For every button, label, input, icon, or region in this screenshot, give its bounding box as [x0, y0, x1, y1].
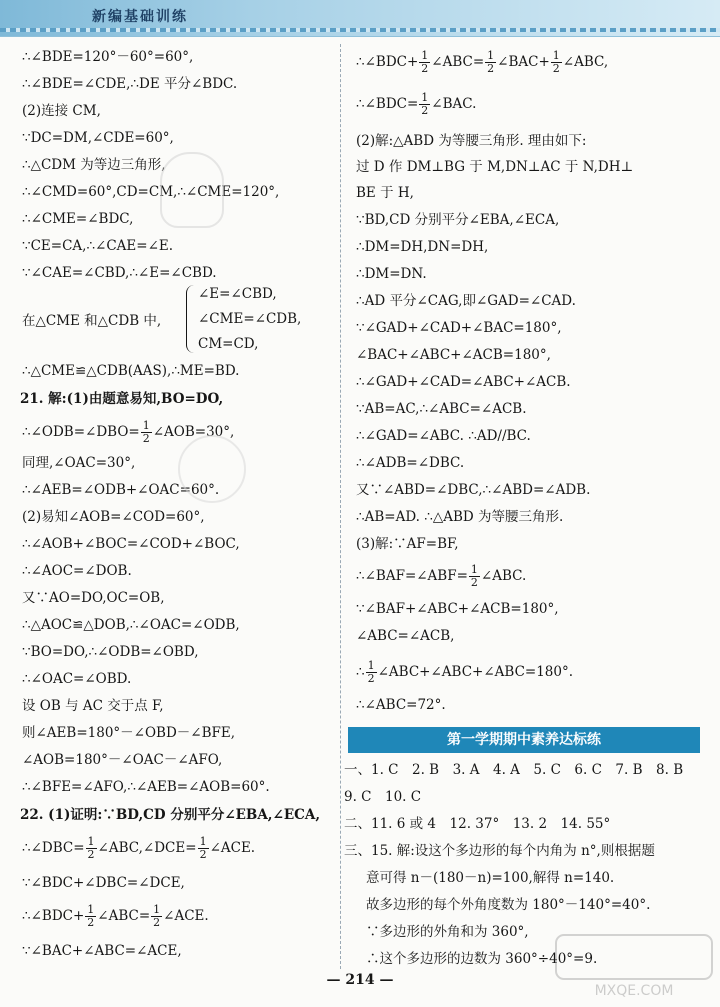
text-line: ∵∠CAE=∠CBD,∴∠E=∠CBD. [22, 265, 217, 281]
text-line: ∴△CDM 为等边三角形, [22, 157, 166, 173]
site-watermark-frame [556, 935, 712, 979]
text-line: ∴DM=DH,DN=DH, [356, 239, 489, 255]
text-line: (2)易知∠AOB=∠COD=60°, [22, 509, 205, 525]
text-line: 同理,∠OAC=30°, [22, 455, 136, 471]
fraction: $\frac{1}{2}$ [87, 903, 95, 929]
problem-22-heading: 22. (1)证明:∵BD,CD 分别平分∠EBA,∠ECA, [20, 807, 321, 823]
fraction: $\frac{1}{2}$ [153, 903, 161, 929]
text-line: ∴∠BAF=∠ABF= $\frac{1}{2}$ ∠ABC. [356, 563, 527, 589]
fraction: $\frac{1}{2}$ [552, 49, 560, 75]
section-banner: 第一学期期中素养达标练 [348, 727, 700, 753]
text-line: 设 OB 与 AC 交于点 F, [22, 698, 164, 714]
header-bar [0, 0, 720, 37]
header-strip [0, 28, 720, 32]
text-line: ∵DC=DM,∠CDE=60°, [22, 130, 174, 146]
text-line: 又∵∠ABD=∠DBC,∴∠ABD=∠ADB. [356, 482, 591, 498]
text-line: 则∠AEB=180°－∠OBD－∠BFE, [22, 725, 236, 741]
watermark-stamp-icon [160, 152, 224, 228]
text-line: ∴∠ABC=72°. [356, 697, 446, 713]
brace-symbol [186, 285, 195, 353]
text-line: 一、1. C 2. B 3. A 4. A 5. C 6. C 7. B 8. B [344, 762, 684, 778]
text-line: ∴∠BDC= $\frac{1}{2}$ ∠BAC. [356, 91, 477, 117]
text-line: 故多边形的每个外角度数为 180°－140°=40°. [366, 897, 651, 913]
text-line: 意可得 n－(180－n)=100,解得 n=140. [366, 870, 615, 886]
text-line: ∴这个多边形的边数为 360°÷40°=9. [366, 951, 598, 967]
text-line: ∴∠AEB=∠ODB+∠OAC=60°. [22, 482, 220, 498]
text-line: ∵AB=AC,∴∠ABC=∠ACB. [356, 401, 527, 417]
book-title: 新编基础训练 [92, 9, 188, 25]
fraction: $\frac{1}{2}$ [199, 835, 207, 861]
text-line: ∴∠BDE=∠CDE,∴DE 平分∠BDC. [22, 76, 238, 92]
text-line: ∵BO=DO,∴∠ODB=∠OBD, [22, 644, 199, 660]
text-line: ∠ABC=∠ACB, [356, 628, 455, 644]
text-line: ∴∠GAD+∠CAD=∠ABC+∠ACB. [356, 374, 571, 390]
text-line: ∴∠BFE=∠AFO,∴∠AEB=∠AOB=60°. [22, 779, 270, 795]
text-line: ∴△CME≌△CDB(AAS),∴ME=BD. [22, 363, 240, 379]
text-line: ∴∠DBC= $\frac{1}{2}$ ∠ABC,∠DCE= $\frac{1}{2}$ ∠ACE. [22, 835, 256, 861]
text-line: ∵BD,CD 分别平分∠EBA,∠ECA, [356, 212, 560, 228]
brace-line: ∠E=∠CBD, [198, 286, 277, 302]
text-line: 9. C 10. C [344, 789, 422, 805]
fraction: $\frac{1}{2}$ [367, 659, 375, 685]
fraction: $\frac{1}{2}$ [421, 49, 429, 75]
fraction: $\frac{1}{2}$ [421, 91, 429, 117]
site-watermark [554, 933, 714, 1003]
text-line: ∴AD 平分∠CAG,即∠GAD=∠CAD. [356, 293, 576, 309]
text-line: ∴∠OAC=∠OBD. [22, 671, 132, 687]
text-line: (2)连接 CM, [22, 103, 101, 119]
column-divider [340, 44, 341, 969]
text-line: 又∵AO=DO,OC=OB, [22, 590, 165, 606]
fraction: $\frac{1}{2}$ [470, 563, 478, 589]
text-line: ∴∠AOC=∠DOB. [22, 563, 132, 579]
text-line: BE 于 H, [356, 185, 414, 201]
text-line: ∴∠BDC+ $\frac{1}{2}$ ∠ABC= $\frac{1}{2}$ ∠BAC+ $\frac{1}{2}$ ∠ABC, [356, 49, 609, 75]
text-line: (3)解:∵AF=BF, [356, 536, 459, 552]
brace-line: CM=CD, [198, 336, 259, 352]
text-line: ∴∠ADB=∠DBC. [356, 455, 465, 471]
text-line: ∴∠GAD=∠ABC. ∴AD//BC. [356, 428, 531, 444]
text-line: 过 D 作 DM⊥BG 于 M,DN⊥AC 于 N,DH⊥ [356, 159, 634, 175]
fraction: $\frac{1}{2}$ [142, 419, 150, 445]
watermark-circle-icon [178, 435, 246, 503]
brace-system [186, 285, 326, 357]
text-line: ∴AB=AD. ∴△ABD 为等腰三角形. [356, 509, 564, 525]
text-line: ∠BAC+∠ABC+∠ACB=180°, [356, 347, 551, 363]
text-line: ∴∠AOB+∠BOC=∠COD+∠BOC, [22, 536, 240, 552]
brace-line: ∠CME=∠CDB, [198, 311, 302, 327]
fraction: $\frac{1}{2}$ [87, 835, 95, 861]
text-line: ∴∠BDE=120°－60°=60°, [22, 49, 194, 65]
text-line: ∵∠BDC+∠DBC=∠DCE, [22, 875, 185, 891]
text-line: ∵CE=CA,∴∠CAE=∠E. [22, 238, 174, 254]
text-line: ∴∠BDC+ $\frac{1}{2}$ ∠ABC= $\frac{1}{2}$ ∠ACE. [22, 903, 209, 929]
text-line: ∵多边形的外角和为 360°, [366, 924, 529, 940]
text-line: ∴∠CME=∠BDC, [22, 211, 134, 227]
fraction: $\frac{1}{2}$ [487, 49, 495, 75]
text-line: ∵∠GAD+∠CAD+∠BAC=180°, [356, 320, 562, 336]
site-watermark-text: MXQE.COM [594, 983, 674, 999]
text-line: ∵∠BAC+∠ABC=∠ACE, [22, 943, 182, 959]
text-line: ∴△AOC≌△DOB,∴∠OAC=∠ODB, [22, 617, 240, 633]
text-line: ∠AOB=180°－∠OAC－∠AFO, [22, 752, 223, 768]
text-line: ∴DM=DN. [356, 266, 427, 282]
text-line: ∴ $\frac{1}{2}$ ∠ABC+∠ABC+∠ABC=180°. [356, 659, 574, 685]
text-line: (2)解:△ABD 为等腰三角形. 理由如下: [356, 133, 587, 149]
page-number: — 214 — [326, 972, 394, 988]
text-line: 三、15. 解:设这个多边形的每个内角为 n°,则根据题 [344, 843, 655, 859]
text-line: ∴∠ODB=∠DBO= $\frac{1}{2}$ ∠AOB=30°, [22, 419, 235, 445]
problem-21-heading: 21. 解:(1)由题意易知,BO=DO, [20, 391, 224, 407]
text-line: 二、11. 6 或 4 12. 37° 13. 2 14. 55° [344, 816, 611, 832]
text-line: ∵∠BAF+∠ABC+∠ACB=180°, [356, 601, 559, 617]
text-line: 在△CME 和△CDB 中, [22, 313, 162, 329]
text-line: ∴∠CMD=60°,CD=CM,∴∠CME=120°, [22, 184, 280, 200]
